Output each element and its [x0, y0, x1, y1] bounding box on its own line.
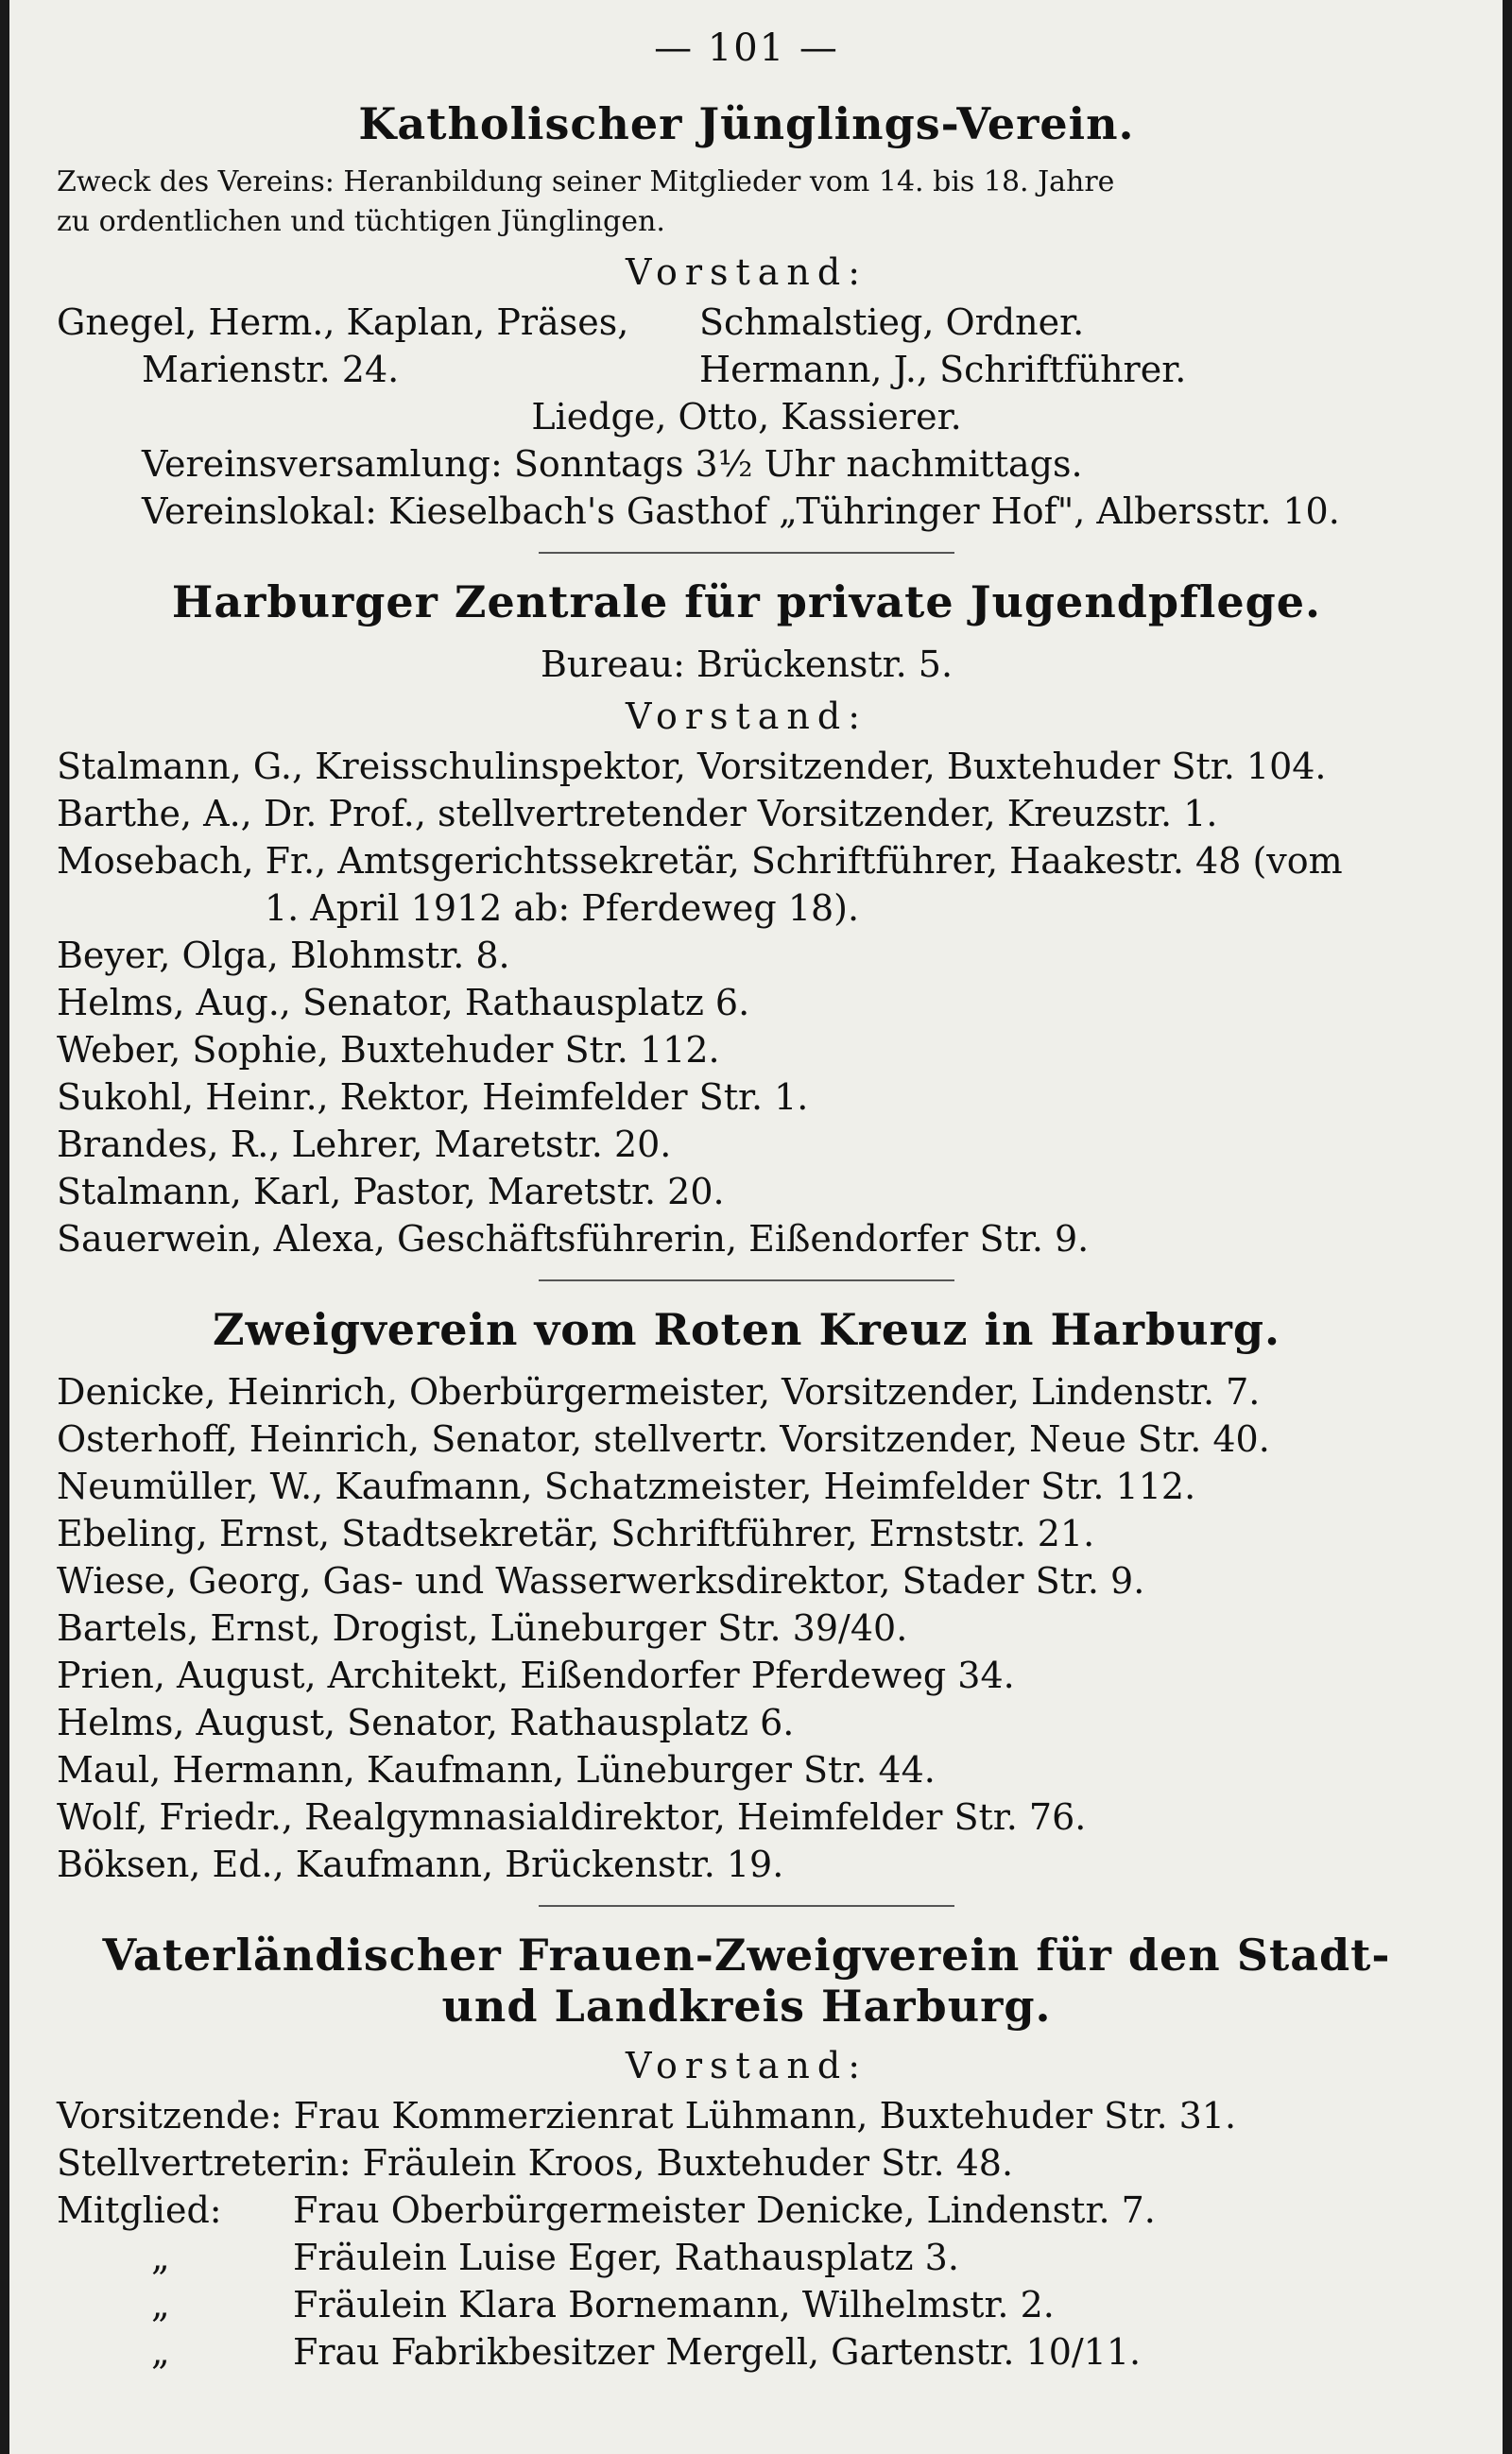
member-entry: Marienstr. 24.	[142, 349, 400, 390]
member-entry: Frau Fabrikbesitzer Mergell, Gartenstr. 10/11.	[293, 2331, 1142, 2373]
member-entry: Fräulein Luise Eger, Rathausplatz 3.	[293, 2237, 959, 2278]
ditto-mark: „	[151, 2284, 170, 2325]
chair-entry: Vorsitzende: Frau Kommerzienrat Lühmann, Buxtehuder Str. 31.	[57, 2095, 1237, 2137]
list-item: Beyer, Olga, Blohmstr. 8.	[57, 935, 510, 976]
list-item: Sukohl, Heinr., Rektor, Heimfelder Str. 1.	[57, 1076, 809, 1118]
list-item: Neumüller, W., Kaufmann, Schatzmeister, Heimfelder Str. 112.	[57, 1466, 1196, 1507]
member-label: Mitglied:	[57, 2189, 222, 2231]
meeting-info: Vereinsversamlung: Sonntags 3½ Uhr nachmittags.	[142, 443, 1083, 485]
list-item: Wiese, Georg, Gas- und Wasserwerksdirektor, Stader Str. 9.	[57, 1560, 1145, 1602]
bureau-address: Bureau: Brückenstr. 5.	[540, 644, 954, 685]
section-youth-care-center	[57, 576, 1436, 1262]
list-item: 1. April 1912 ab: Pferdeweg 18).	[265, 887, 860, 929]
member-row	[57, 2328, 1436, 2376]
list-item: Weber, Sophie, Buxtehuder Str. 112.	[57, 1029, 720, 1071]
list-item: Stalmann, Karl, Pastor, Maretstr. 20.	[57, 1171, 725, 1212]
list-item: Stalmann, G., Kreisschulinspektor, Vorsitzender, Buxtehuder Str. 104.	[57, 746, 1327, 787]
ditto-mark: „	[151, 2237, 170, 2278]
section-catholic-youth-association	[57, 98, 1436, 535]
list-item: Prien, August, Architekt, Eißendorfer Pferdeweg 34.	[57, 1655, 1015, 1696]
deputy-entry: Stellvertreterin: Fräulein Kroos, Buxtehuder Str. 48.	[57, 2142, 1014, 2184]
divider	[539, 1279, 954, 1281]
member-row	[57, 2281, 1436, 2328]
list-item: Böksen, Ed., Kaufmann, Brückenstr. 19.	[57, 1844, 784, 1885]
section-title: Vaterländischer Frauen-Zweigverein für den Stadt-	[102, 1930, 1391, 1981]
purpose-line: Zweck des Vereins: Heranbildung seiner Mitglieder vom 14. bis 18. Jahre	[57, 165, 1115, 198]
member-entry: Frau Oberbürgermeister Denicke, Lindenstr. 7.	[293, 2189, 1156, 2231]
member-row	[57, 2187, 1436, 2234]
member-entry: Fräulein Klara Bornemann, Wilhelmstr. 2.	[293, 2284, 1055, 2325]
list-item: Wolf, Friedr., Realgymnasialdirektor, Heimfelder Str. 76.	[57, 1796, 1087, 1838]
book-page	[9, 0, 1503, 2454]
list-item: Osterhoff, Heinrich, Senator, stellvertr. Vorsitzender, Neue Str. 40.	[57, 1418, 1270, 1460]
member-entry: Hermann, J., Schriftführer.	[699, 349, 1187, 390]
section-title: Katholischer Jünglings-Verein.	[358, 98, 1135, 149]
member-entry: Liedge, Otto, Kassierer.	[531, 396, 962, 438]
list-item: Brandes, R., Lehrer, Maretstr. 20.	[57, 1124, 672, 1165]
board-heading: Vorstand:	[625, 695, 868, 737]
section-title: Harburger Zentrale für private Jugendpflege.	[171, 576, 1322, 627]
ditto-mark: „	[151, 2331, 170, 2373]
list-item: Sauerwein, Alexa, Geschäftsführerin, Eißendorfer Str. 9.	[57, 1218, 1090, 1260]
section-patriotic-womens-association	[57, 1930, 1436, 2376]
section-title: und Landkreis Harburg.	[441, 1981, 1052, 2032]
list-item: Ebeling, Ernst, Stadtsekretär, Schriftführer, Ernststr. 21.	[57, 1513, 1095, 1554]
venue-info: Vereinslokal: Kieselbach's Gasthof „Tühringer Hof", Albersstr. 10.	[142, 490, 1340, 532]
list-item: Helms, August, Senator, Rathausplatz 6.	[57, 1702, 795, 1743]
list-item: Maul, Hermann, Kaufmann, Lüneburger Str. 44.	[57, 1749, 936, 1791]
member-row	[57, 346, 1436, 393]
member-entry: Schmalstieg, Ordner.	[699, 301, 1085, 343]
divider	[539, 552, 954, 554]
page-number: — 101 —	[654, 26, 839, 70]
member-row	[57, 2234, 1436, 2281]
board-heading: Vorstand:	[625, 2045, 868, 2086]
list-item: Barthe, A., Dr. Prof., stellvertretender Vorsitzender, Kreuzstr. 1.	[57, 793, 1218, 834]
member-entry: Gnegel, Herm., Kaplan, Präses,	[57, 301, 629, 343]
section-red-cross	[57, 1304, 1436, 1888]
member-row	[57, 299, 1436, 346]
list-item: Mosebach, Fr., Amtsgerichtssekretär, Schriftführer, Haakestr. 48 (vom	[57, 840, 1343, 882]
list-item: Helms, Aug., Senator, Rathausplatz 6.	[57, 982, 750, 1023]
divider	[539, 1905, 954, 1907]
list-item: Bartels, Ernst, Drogist, Lüneburger Str. 39/40.	[57, 1607, 908, 1649]
purpose-line: zu ordentlichen und tüchtigen Jünglingen.	[57, 205, 665, 238]
board-heading: Vorstand:	[625, 251, 868, 293]
section-title: Zweigverein vom Roten Kreuz in Harburg.	[212, 1304, 1281, 1355]
list-item: Denicke, Heinrich, Oberbürgermeister, Vorsitzender, Lindenstr. 7.	[57, 1371, 1261, 1413]
